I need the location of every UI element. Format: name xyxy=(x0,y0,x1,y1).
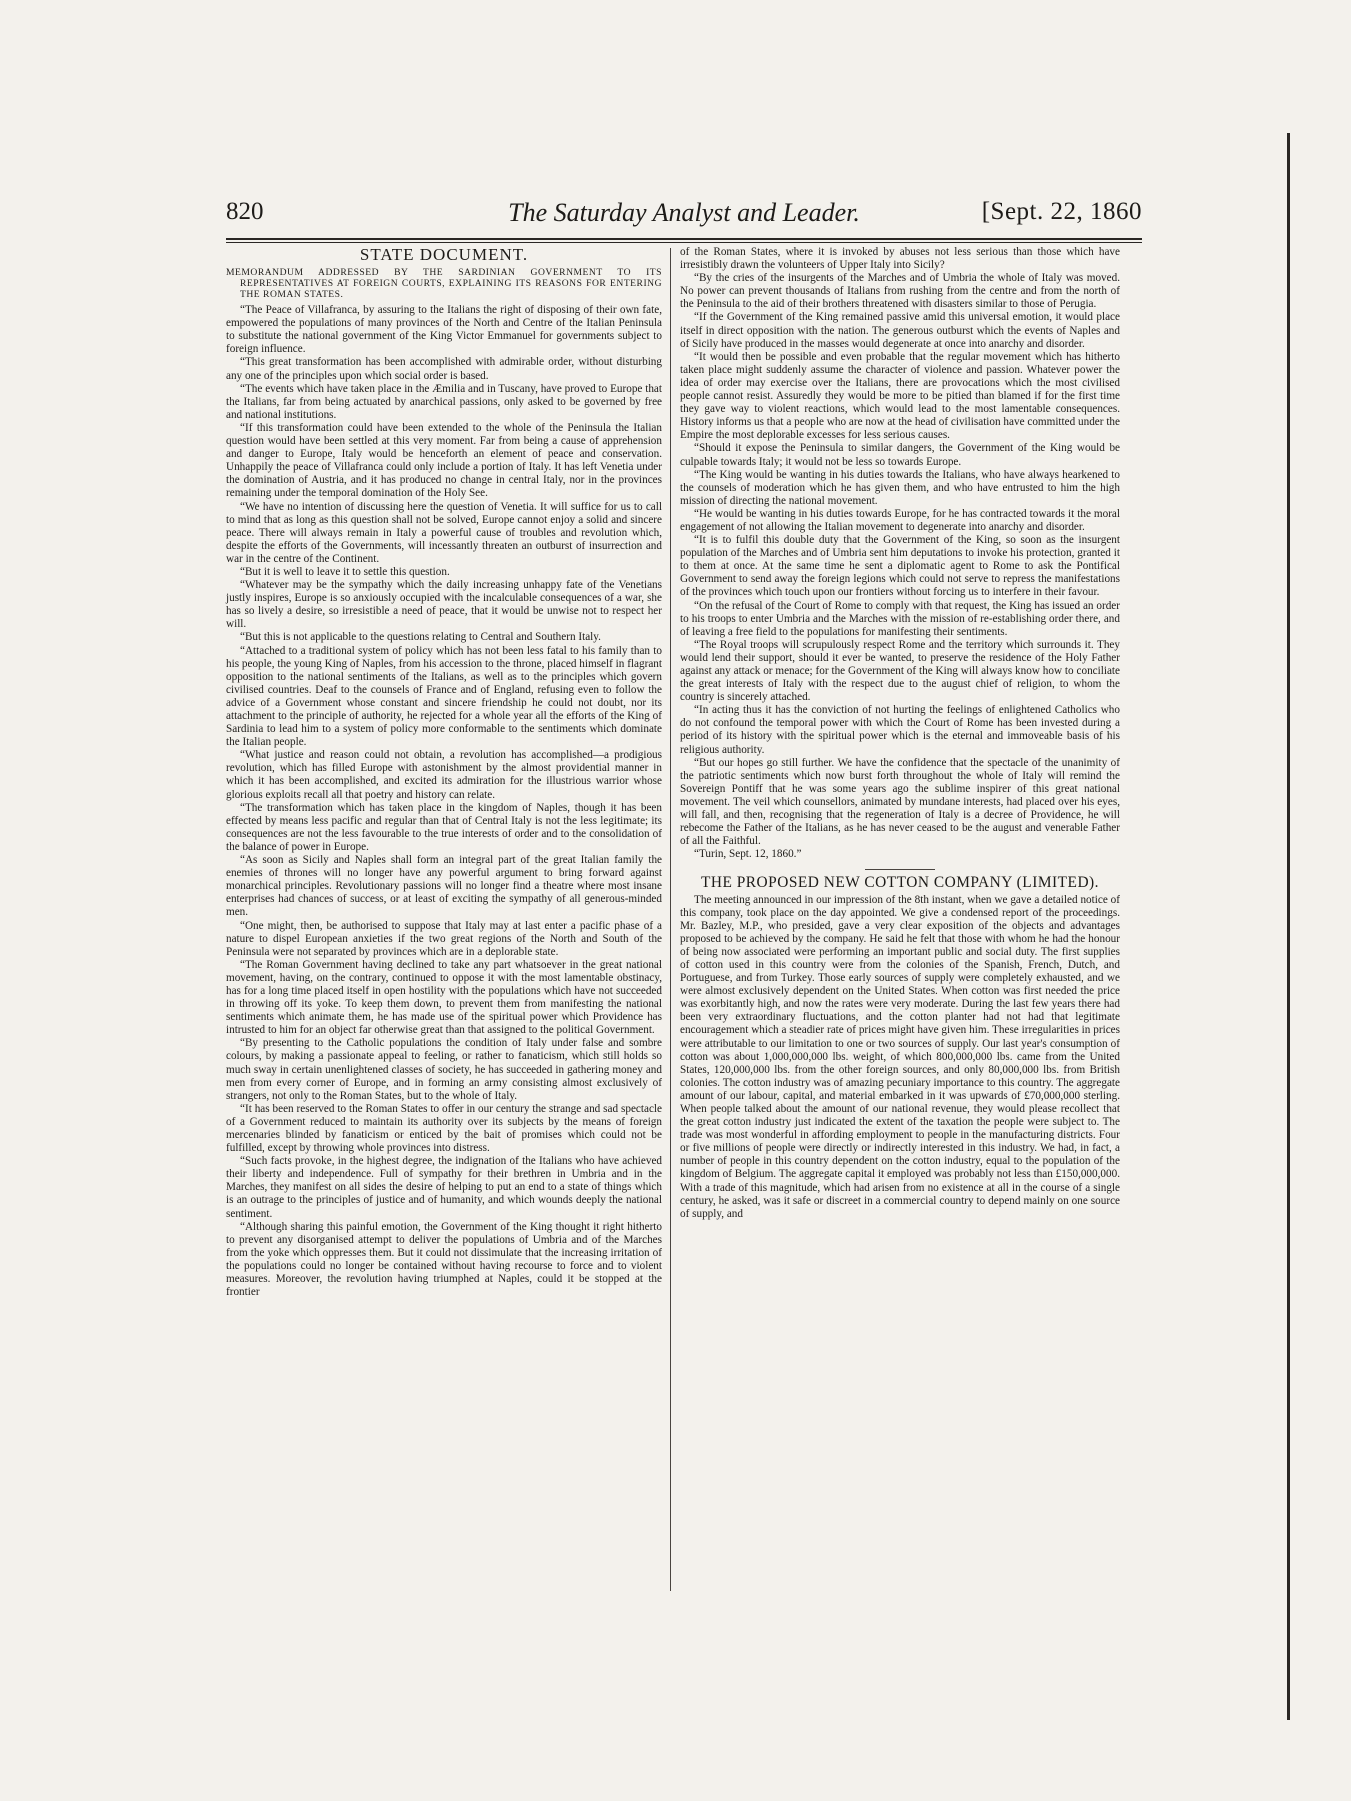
paragraph: “We have no intention of discussing here the question of Venetia. It will suffice for us to call to mind that as long as this question shall not be solved, Europe cannot enjoy a solid and sincere peace. There will always remain in Italy a powerful cause of troubles and revolution which, despite the efforts of the Governments, will incessantly threaten an outburst of insurrection and war in the centre of the Continent. xyxy=(226,500,662,565)
paragraph: “The events which have taken place in the Æmilia and in Tuscany, have proved to Europe that the Italians, far from being actuated by anarchical passions, only asked to be governed by free and national institutions. xyxy=(226,382,662,421)
paragraph: “Although sharing this painful emotion, the Government of the King thought it right hitherto to prevent any disorganised attempt to deliver the populations of Umbria and of the Marches from the yoke which oppresses them. But it could not dissimulate that the increasing irritation of the populations could no longer be contained without having recourse to force and to violent measures. Moreover, the revolution having triumphed at Naples, could it be stopped at the frontier xyxy=(226,1220,662,1299)
article-heading-cotton-company: THE PROPOSED NEW COTTON COMPANY (LIMITED). xyxy=(700,874,1100,892)
paragraph: “The King would be wanting in his duties towards the Italians, who have always hearkened to the counsels of moderation which he has given them, and who have entrusted to him the high mission of directing the national movement. xyxy=(680,468,1120,507)
running-head xyxy=(226,198,1142,232)
memorandum-title: MEMORANDUM ADDRESSED BY THE SARDINIAN GOVERNMENT TO ITS REPRESENTATIVES AT FOREIGN COURTS, EXPLAINING ITS REASONS FOR ENTERING THE ROMAN STATES. xyxy=(226,267,662,301)
paragraph: “By the cries of the insurgents of the Marches and of Umbria the whole of Italy was moved. No power can prevent thousands of Italians from rushing from the centre and from the north of the Peninsula to the aid of their brothers threatened with disasters similar to those of Perugia. xyxy=(680,272,1120,311)
section-rule xyxy=(865,869,935,870)
paragraph: “If the Government of the King remained passive amid this universal emotion, it would place itself in direct opposition with the nation. The generous outburst which the events of Naples and of Sicily have produced in the masses would degenerate at once into anarchy and disorder. xyxy=(680,311,1120,350)
state-document-paragraphs xyxy=(226,304,662,1299)
paragraph: “Whatever may be the sympathy which the daily increasing unhappy fate of the Venetians justly inspires, Europe is so anxiously occupied with the incalculable consequences of a war, she has so lively a desire, so irresistible a need of peace, that it would be unwise not to respect her will. xyxy=(226,579,662,631)
header-rule xyxy=(226,238,1142,240)
paragraph: “It would then be possible and even probable that the regular movement which has hitherto taken place might suddenly assume the character of violence and passion. Whatever power the idea of order may exercise over the Italians, there are provocations which the most civilised people cannot resist. Assuredly they would be more to be pitied than blamed if for the first time they gave way to violent reactions, which would lead to the most lamentable consequences. History informs us that a people who are now at the head of civilisation have committed under the Empire the most deplorable excesses for less serious causes. xyxy=(680,350,1120,442)
paragraph: “He would be wanting in his duties towards Europe, for he has contracted towards it the moral engagement of not allowing the Italian movement to degenerate into anarchy and disorder. xyxy=(680,507,1120,533)
paragraph: “It has been reserved to the Roman States to offer in our century the strange and sad spectacle of a Government reduced to maintain its authority over its subjects by the means of foreign mercenaries blinded by fanaticism or enticed by the bait of promises which could not be fulfilled, except by throwing whole provinces into distress. xyxy=(226,1102,662,1155)
paragraph: “What justice and reason could not obtain, a revolution has accomplished—a prodigious revolution, which has filled Europe with astonishment by the almost providential manner in which it has been accomplished, and excited its admiration for the illustrious warrior whose glorious exploits recall all that poetry and history can relate. xyxy=(226,749,662,801)
continued-paragraph: of the Roman States, where it is invoked by abuses not less serious than those which have irresistibly drawn the volunteers of Upper Italy into Sicily? xyxy=(680,246,1120,272)
paragraph: “It is to fulfil this double duty that the Government of the King, so soon as the insurgent population of the Marches and of Umbria sent him deputations to invoke his protection, granted it to them at once. At the same time he sent a diplomatic agent to Rome to ask the Pontifical Government to send away the foreign legions which could not serve to repress the manifestations of the provinces which touch upon our frontiers without forcing us to interfere in their favour. xyxy=(680,534,1120,599)
paragraph: “As soon as Sicily and Naples shall form an integral part of the great Italian family the enemies of thrones will no longer have any powerful argument to bring forward against monarchical principles. Revolutionary passions will no longer find a theatre where most insane enterprises had chances of success, or at least of exciting the sympathy of all generous-minded men. xyxy=(226,854,662,919)
paragraph: “The Roman Government having declined to take any part whatsoever in the great national movement, having, on the contrary, continued to oppose it with the most lamentable obstinacy, has for a long time placed itself in open hostility with the populations which have not succeeded in throwing off its yoke. To keep them down, to prevent them from manifesting the national sentiments which animate them, he has made use of the spiritual power which Providence has intrusted to him for an object far otherwise great than that assigned to the political Government. xyxy=(226,958,662,1037)
paragraph: “If this transformation could have been extended to the whole of the Peninsula the Italian question would have been settled at this very moment. Far from being a cause of apprehension and danger to Europe, Italy would be henceforth an element of peace and conservation. Unhappily the peace of Villafranca could only include a portion of Italy. It has left Venetia under the domination of Austria, and it has produced no change in central Italy, nor in the provinces remaining under the temporal domination of the Holy See. xyxy=(226,421,662,500)
left-column xyxy=(226,246,662,1299)
article-heading-state-document: STATE DOCUMENT. xyxy=(359,245,529,264)
page-number: 820 xyxy=(226,198,264,225)
paragraph: “In acting thus it has the conviction of not hurting the feelings of enlightened Catholics who do not confound the temporal power with which the Court of Rome has been invested during a period of its history with the spiritual power which is the eternal and immoveable basis of his religious authority. xyxy=(680,704,1120,756)
paragraph: “The Peace of Villafranca, by assuring to the Italians the right of disposing of their own fate, empowered the populations of many provinces of the North and Centre of the Italian Peninsula to substitute the national government of the King Victor Emmanuel for governments subject to foreign influence. xyxy=(226,304,662,356)
paragraph: “The Royal troops will scrupulously respect Rome and the territory which surrounds it. They would lend their support, should it ever be wanted, to preserve the residence of the Holy Father against any attack or menace; for the Government of the King will always know how to conciliate the great interests of Italy with the respect due to the august chief of religion, to whom the country is sincerely attached. xyxy=(680,638,1120,704)
paragraph: “But our hopes go still further. We have the confidence that the spectacle of the unanimity of the patriotic sentiments which now burst forth throughout the whole of Italy will remind the Sovereign Pontiff that he was some years ago the sublime inspirer of this great national movement. The veil which counsellors, animated by mundane interests, had placed over his eyes, will fall, and then, recognising that the regeneration of Italy is a decree of Providence, he will rebecome the Father of the Italians, as he has never ceased to be the august and venerable Father of all the Faithful. xyxy=(680,756,1120,848)
paragraph: “One might, then, be authorised to suppose that Italy may at last enter a pacific phase of a nature to dispel European anxieties if the two great regions of the North and South of the Peninsula were not separated by provinces which are in a deplorable state. xyxy=(226,919,662,958)
header-rule-thin xyxy=(226,242,1142,243)
paragraph: “Such facts provoke, in the highest degree, the indignation of the Italians who have achieved their liberty and independence. Full of sympathy for their brethren in Umbria and in the Marches, they manifest on all sides the desire of helping to put an end to a state of things which is an outrage to the principles of justice and of humanity, and which wounds deeply the national sentiment. xyxy=(226,1155,662,1220)
state-document-paragraphs-continued xyxy=(680,272,1120,848)
right-column xyxy=(680,246,1120,1221)
paragraph: “By presenting to the Catholic populations the condition of Italy under false and sombre colours, by making a passionate appeal to feeling, or rather to fanaticism, which still holds so much sway in certain unenlightened classes of society, he has succeeded in gathering money and men from every corner of Europe, and in forming an army consisting almost exclusively of strangers, not only to the Roman States, but to the whole of Italy. xyxy=(226,1037,662,1102)
paragraph: “This great transformation has been accomplished with admirable order, without disturbing any one of the principles upon which social order is based. xyxy=(226,356,662,382)
publication-title: The Saturday Analyst and Leader. xyxy=(508,198,860,227)
paragraph: “But this is not applicable to the questions relating to Central and Southern Italy. xyxy=(240,631,601,644)
paragraph: “But it is well to leave it to settle this question. xyxy=(240,565,450,578)
issue-date: [Sept. 22, 1860 xyxy=(981,198,1142,225)
paragraph: “On the refusal of the Court of Rome to comply with that request, the King has issued an order to his troops to enter Umbria and the Marches with the mission of re-establishing order there, and of leaving a free field to the populations for manifesting their sentiments. xyxy=(680,599,1120,638)
paragraph: “Should it expose the Peninsula to similar dangers, the Government of the King would be culpable towards Italy; it would not be less so towards Europe. xyxy=(680,442,1120,468)
paragraph: “Attached to a traditional system of policy which has not been less fatal to his family than to his people, the young King of Naples, from his accession to the throne, placed himself in flagrant opposition to the national sentiments of the Italians, as well as to the principles which govern civilised countries. Deaf to the counsels of France and of England, refusing even to follow the advice of a Government whose constant and sincere friendship he could not doubt, nor its attachment to the principle of authority, he rejected for a whole year all the efforts of the King of Sardinia to lead him to a system of policy more conformable to the sentiments which dominate the Italian people. xyxy=(226,644,662,749)
paragraph: “The transformation which has taken place in the kingdom of Naples, though it has been effected by means less pacific and regular than that of Central Italy is not the less legitimate; its consequences are not the less favourable to the true interests of order and to the consolidation of the balance of power in Europe. xyxy=(226,801,662,853)
page-edge-mark xyxy=(1287,133,1290,1720)
document-signoff: “Turin, Sept. 12, 1860.” xyxy=(694,848,802,861)
cotton-company-paragraph: The meeting announced in our impression of the 8th instant, when we gave a detailed notice of this company, took place on the day appointed. We give a condensed report of the proceedings. Mr. Bazley, M.P., who presided, gave a very clear exposition of the objects and advantages proposed to be achieved by the company. He said he felt that those with whom he had the honour of being now associated were performing an important public and social duty. The first supplies of cotton used in this country were from the colonies of the Spanish, French, Dutch, and Portuguese, and from Turkey. Those early sources of supply were completely exhausted, and we were almost exclusively dependent on the United States. When cotton was first needed the price was exorbitantly high, and now the rates were very moderate. During the last few years there had been very extraordinary fluctuations, and the cotton planter had not had that legitimate encouragement which a steadier rate of prices might have given him. These irregularities in prices were attributable to our limitation to one or two sources of supply. Our last year's consumption of cotton was about 1,000,000,000 lbs. weight, of which 800,000,000 lbs. came from the United States, 120,000,000 lbs. from the other foreign sources, and only 80,000,000 lbs. from British colonies. The cotton industry was of amazing pecuniary importance to this country. The aggregate amount of our labour, capital, and material embarked in it was upwards of £70,000,000 sterling. When people talked about the amount of our national revenue, they would please recollect that the great cotton industry just indicated the extent of the taxation the people were subject to. The trade was most wonderful in affording employment to people in the manufacturing districts. Four or five millions of people were directly or indirectly interested in this industry. We had, in fact, a number of people in this country dependent on the cotton industry, equal to the population of the kingdom of Belgium. The aggregate capital it employed was probably not less than £150,000,000. With a trade of this magnitude, which had arisen from no existence at all in the course of a single century, he asked, was it safe or discreet in a commercial country to depend mainly on one source of supply, and xyxy=(680,893,1120,1220)
column-divider xyxy=(670,248,671,1591)
